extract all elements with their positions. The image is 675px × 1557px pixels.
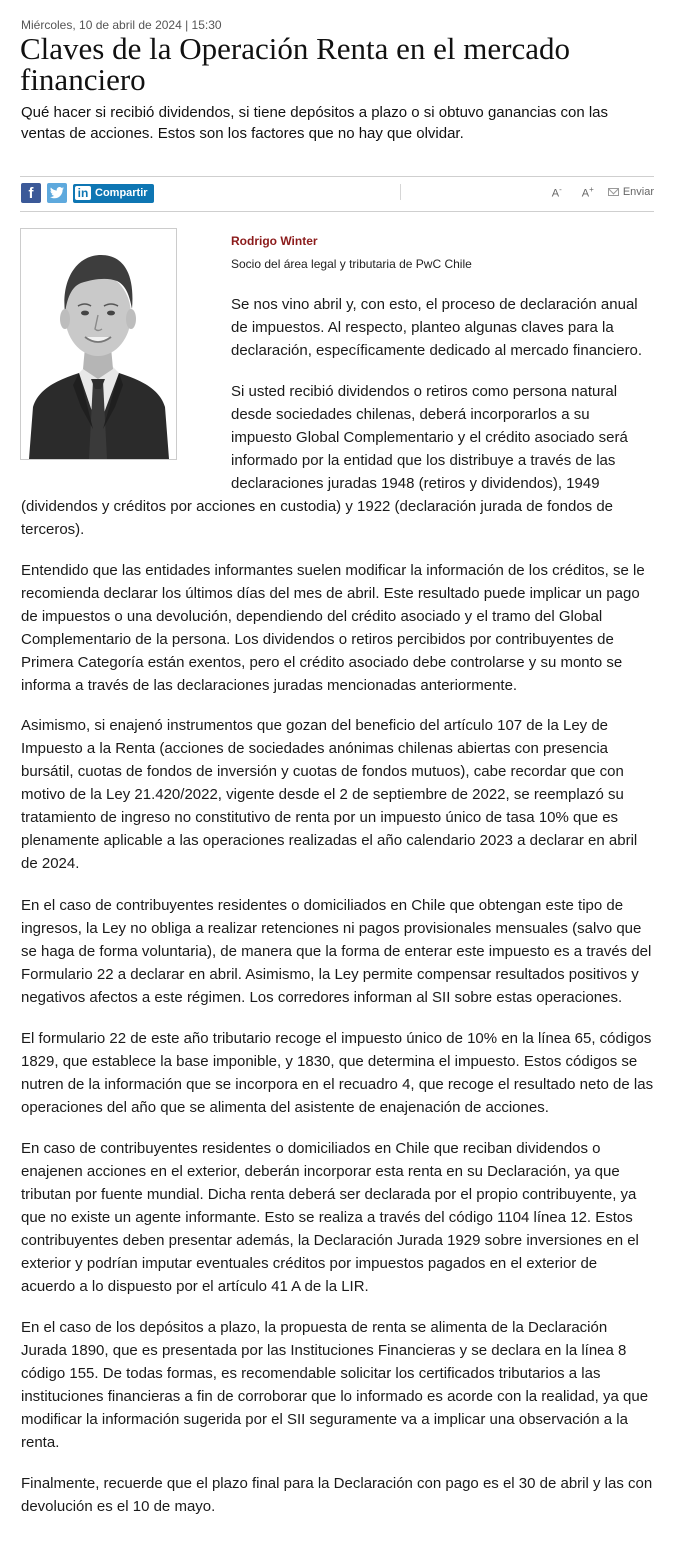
paragraph-line: Si usted recibió dividendos o retiros como persona natural bbox=[231, 383, 618, 400]
paragraph-line: operaciones del año que se alimenta del asistente de enajenación de acciones. bbox=[21, 1099, 549, 1116]
paragraph-line: Complementario de la persona. Los dividendos o retiros percibidos por contribuyentes de bbox=[21, 631, 614, 648]
paragraph-line: Finalmente, recuerde que el plazo final para la Declaración con pago es el 30 de abril y las con bbox=[21, 1475, 653, 1492]
font-decrease-sign: - bbox=[559, 185, 562, 194]
paragraph-line: devolución es el 10 de mayo. bbox=[21, 1498, 216, 1515]
paragraph-line: nutren de la información que se incorpora en el recuadro 4, que recoge el resultado neto de las bbox=[21, 1076, 654, 1093]
article-dateline: Miércoles, 10 de abril de 2024 | 15:30 bbox=[21, 18, 222, 32]
paragraph bbox=[21, 1316, 657, 1454]
paragraph-line: El formulario 22 de este año tributario recoge el impuesto único de 10% en la línea 65, códigos bbox=[21, 1030, 652, 1047]
author-role: Socio del área legal y tributaria de PwC Chile bbox=[231, 257, 472, 271]
paragraph bbox=[21, 1027, 657, 1119]
send-button[interactable] bbox=[608, 186, 654, 198]
paragraph-line: Impuesto a la Renta (acciones de sociedades anónimas chilenas abiertas con presencia bbox=[21, 740, 609, 757]
headline-line: Claves de la Operación Renta en el mercado bbox=[20, 31, 571, 66]
paragraph bbox=[231, 380, 655, 495]
article-tools bbox=[552, 185, 654, 200]
send-label: Enviar bbox=[622, 186, 654, 199]
font-increase-button[interactable] bbox=[582, 185, 594, 200]
paragraph-line: (dividendos y créditos por acciones en custodia) y 1922 (declaración jurada de fondos de bbox=[21, 498, 614, 515]
toolbar-vertical-divider bbox=[400, 184, 401, 200]
paragraph-line: ingresos, la Ley no obliga a realizar retenciones ni pagos provisionales mensuales (salvo que bbox=[21, 920, 642, 937]
paragraph-line: declaración, específicamente dedicado al mercado financiero. bbox=[231, 342, 643, 359]
toolbar-bottom-divider bbox=[20, 211, 654, 212]
paragraph-line: de impuestos. Al respecto, planteo algunas claves para la bbox=[231, 319, 614, 336]
paragraph-line: enajenen acciones en el exterior, deberán incorporar esta renta en su Declaración, ya que bbox=[21, 1163, 620, 1180]
paragraph-line: negativos afectos a este régimen. Los corredores informan al SII sobre estas operaciones. bbox=[21, 989, 623, 1006]
paragraph-line: tributan por fuente mundial. Dicha renta deberá ser declarada por el propio contribuyente, ya bbox=[21, 1186, 637, 1203]
headline-line: financiero bbox=[20, 62, 146, 97]
paragraph-line: Se nos vino abril y, con esto, el proceso de declaración anual bbox=[231, 296, 638, 313]
paragraph-line: En caso de contribuyentes residentes o domiciliados en Chile que reciban dividendos o bbox=[21, 1140, 601, 1157]
paragraph-line: exterior y podrían imputar eventuales créditos por impuestos pagados en el exterior de bbox=[21, 1255, 598, 1272]
mail-icon bbox=[608, 188, 619, 196]
paragraph bbox=[21, 894, 657, 1009]
paragraph-line: 1829, que establece la base imponible, y 1830, que determina el impuesto. Estos códigos se bbox=[21, 1053, 638, 1070]
paragraph-line: tratamiento de ingreso no constitutivo de renta por un impuesto único de tasa 10% que es bbox=[21, 809, 619, 826]
paragraph-line: terceros). bbox=[21, 521, 85, 538]
paragraph bbox=[21, 1137, 657, 1298]
paragraph-line: instituciones financieras a fin de corroborar que lo informado es acorde con la realidad, ya que bbox=[21, 1388, 649, 1405]
paragraph-line: En el caso de los depósitos a plazo, la propuesta de renta se alimenta de la Declaración bbox=[21, 1319, 608, 1336]
linkedin-share-label: Compartir bbox=[95, 187, 148, 199]
paragraph bbox=[231, 293, 655, 362]
paragraph-line: impuesto Global Complementario y el crédito asociado será bbox=[231, 429, 628, 446]
paragraph-line: de impuestos o una devolución, dependiendo del crédito asociado y el tramo del Global bbox=[21, 608, 603, 625]
paragraph-line: recomienda declarar los últimos días del mes de abril. Este resultado puede implicar un pago bbox=[21, 585, 640, 602]
paragraph bbox=[21, 495, 657, 541]
author-portrait bbox=[21, 229, 176, 459]
paragraph-line: plenamente aplicable a las operaciones realizadas el año calendario 2023 a declarar en abril bbox=[21, 832, 638, 849]
font-increase-sign: + bbox=[589, 185, 594, 194]
paragraph-line: se haga de forma voluntaria), de manera que la forma de enterar este impuesto es a través del bbox=[21, 943, 652, 960]
paragraph bbox=[21, 559, 657, 697]
article-subtitle: Qué hacer si recibió dividendos, si tiene depósitos a plazo o si obtuvo ganancias con las ventas de acciones. Estos son los factores que no hay que olvidar. bbox=[21, 104, 609, 142]
author-photo bbox=[20, 228, 177, 460]
paragraph-line: informado por la entidad que los distribuye a través de las bbox=[231, 452, 616, 469]
paragraph-line: En el caso de contribuyentes residentes o domiciliados en Chile que obtengan este tipo de bbox=[21, 897, 624, 914]
twitter-bird-icon bbox=[50, 187, 64, 199]
paragraph-line: código 155. De todas formas, es recomendable solicitar los certificados tributarios a las bbox=[21, 1365, 601, 1382]
article-headline bbox=[20, 33, 660, 95]
share-bar bbox=[21, 183, 154, 203]
facebook-icon[interactable]: f bbox=[21, 183, 41, 203]
paragraph-line: bursátil, cuotas de fondos de inversión y cuotas de fondos mutuos), cabe recordar que con bbox=[21, 763, 624, 780]
paragraph-line: informa a través de las declaraciones juradas mencionadas anteriormente. bbox=[21, 677, 518, 694]
twitter-icon[interactable] bbox=[47, 183, 67, 203]
paragraph-line: desde sociedades chilenas, deberá incorporarlos a su bbox=[231, 406, 590, 423]
paragraph-line: Entendido que las entidades informantes suelen modificar la información de los créditos, se le bbox=[21, 562, 645, 579]
paragraph-line: que no existe un agente informante. Esto se realiza a través del código 1104 línea 12. Estos bbox=[21, 1209, 633, 1226]
paragraph-line: acuerdo a lo dispuesto por el artículo 41 A de la LIR. bbox=[21, 1278, 369, 1295]
paragraph-line: Formulario 22 a declarar en abril. Asimismo, la Ley permite compensar resultados positivos y bbox=[21, 966, 639, 983]
author-name: Rodrigo Winter bbox=[231, 234, 318, 248]
paragraph bbox=[21, 1472, 657, 1518]
paragraph-line: Jurada 1890, que es presentada por las Instituciones Financieras y se declara en la línea 8 bbox=[21, 1342, 627, 1359]
font-decrease-letter: A bbox=[551, 187, 560, 200]
paragraph-line: renta. bbox=[21, 1434, 60, 1451]
paragraph-line: Primera Categoría están exentos, pero el crédito asociado debe controlarse y su monto se bbox=[21, 654, 623, 671]
paragraph-line: modificar la información sugerida por el SII seguramente va a implicar una observación a la bbox=[21, 1411, 628, 1428]
paragraph-line: motivo de la Ley 21.420/2022, vigente desde el 2 de septiembre de 2022, se reemplazó su bbox=[21, 786, 624, 803]
paragraph-line: de 2024. bbox=[21, 855, 80, 872]
paragraph-line: Asimismo, si enajenó instrumentos que gozan del beneficio del artículo 107 de la Ley de bbox=[21, 717, 609, 734]
linkedin-share-button[interactable] bbox=[73, 184, 154, 203]
toolbar-top-divider bbox=[20, 176, 654, 177]
paragraph-line: declaraciones juradas 1948 (retiros y dividendos), 1949 bbox=[231, 475, 600, 492]
font-decrease-button[interactable] bbox=[552, 185, 562, 200]
linkedin-icon: in bbox=[75, 186, 91, 200]
font-increase-letter: A bbox=[581, 187, 590, 200]
paragraph-line: contribuyentes deben presentar además, la Declaración Jurada 1929 sobre inversiones en el bbox=[21, 1232, 639, 1249]
paragraph bbox=[21, 714, 657, 875]
